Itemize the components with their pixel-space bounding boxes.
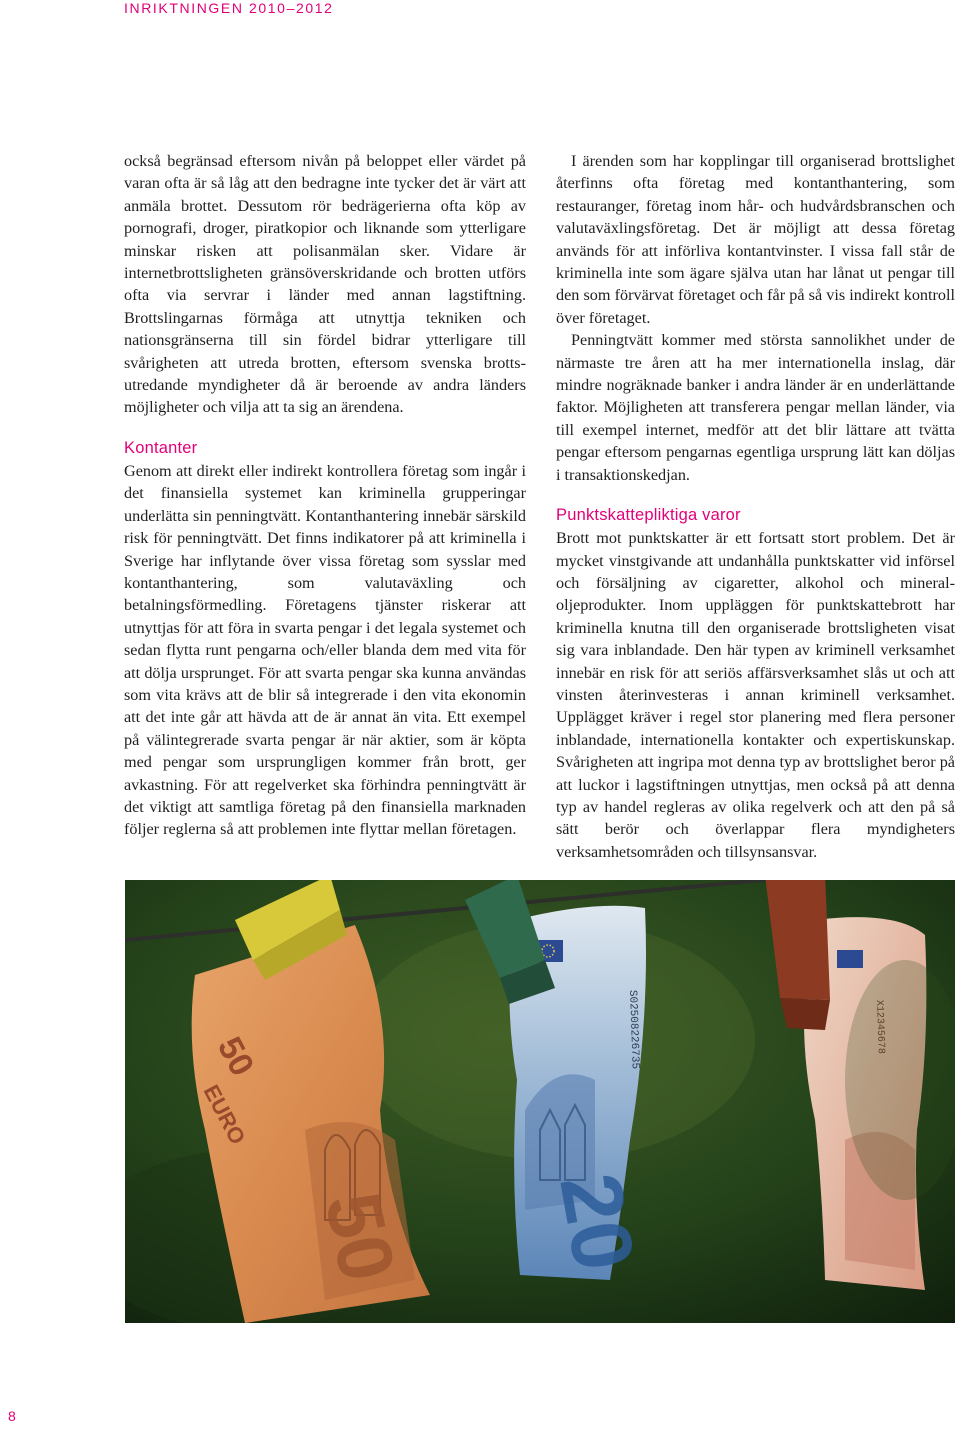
body-paragraph: Penningtvätt kommer med största sannolikhet under de närmaste tre åren att ha mer internationella inslag, där mindre nogräknade banker i andra länder är en underlättande faktor. Möjligheten att transferera pengar mellan länder, via till exempel internet, medför att det blir lättare att tvätta pengar eftersom pengarnas egentliga ursprung lätt kan döljas i transaktionskedjan. (556, 331, 955, 484)
body-paragraph: I ärenden som har kopplingar till organiserad brottslighet återfinns ofta företag med kontanthantering, som restauranger, företag inom hår- och hudvårdsbranschen och valutaväxlingsföretag. Det är möjligt att dessa företag används för att införliva kontantvinster. I vissa fall står de kriminella inte som ägare själva utan har lånat ut pengar till den som förvärvat företaget och får på så vis indirekt kontroll över företaget. (556, 152, 955, 327)
body-paragraph: Genom att direkt eller indirekt kontrollera företag som ingår i det finansiella systemet kan kriminella grupperingar underlätta sin penningtvätt. Kontanthantering innebär särskild risk för penningtvätt. Det finns indikatorer på att kriminella i Sverige har inflytande över vissa företag som sysslar med kontanthantering, som valutaväxling och betalningsförmedling. Företagens tjänster riskerar att utnyttjas för att föra in svarta pengar i det legala systemet och sedan flytta runt pengarna och/eller blanda dem med vita för att dölja ursprunget. För att svarta pengar ska kunna användas som vita krävs att de blir så integrerade i den vita ekonomin att det inte går att hävda att de är annat än vita. Ett exempel på välintegrerade svarta pengar är när aktier, som är köpta med pengar som ursprungligen kommer från brott, ger avkastning. För att regelverket ska förhindra penningtvätt är det viktigt att samtliga företag på den finansiella marknaden följer reglerna så att problemen inte flyttar mellan företagen. (124, 461, 526, 839)
left-column (124, 150, 526, 841)
section-heading-punktskattepliktiga-varor: Punktskattepliktiga varor (556, 506, 741, 525)
banknote-20-large-value: 20 (541, 1166, 653, 1278)
banknote-50-euro-word: EURO (198, 1080, 251, 1149)
banknote-right-serial: X12345678 (873, 999, 886, 1055)
body-paragraph: Brott mot punktskatter är ett fortsatt stort problem. Det är mycket vinstgivande att undanhålla punktskatter vid införsel och försäljning av cigaretter, alkohol och mineraloljeprodukter. Inom uppläggen för punktskattebrott har kriminella knutna till den organiserade brottsligheten visat sig vara inblandade. Den här typen av kriminell verksamhet innebär en risk för att seriös affärsverksamhet slås ut och att vinsten återinvesteras i annan kriminell verksamhet. Upplägget kräver i regel stor planering med flera personer inblandade, internationella kontakter och expertiskunskap. Svårigheten att ingripa mot denna typ av brottslighet beror på att luckor i lagstiftningen utnyttjas, men också på att denna typ av handel regleras av olika regelverk och att den på så sätt berör och överlappar flera myndigheters verksamhetsområden och tillsynsansvar. (556, 529, 955, 861)
section-heading-kontanter: Kontanter (124, 438, 198, 457)
right-column (556, 150, 955, 863)
body-paragraph: också begränsad eftersom nivån på beloppet eller värdet på varan ofta är så låg att den bedragne inte tycker det är värt att anmäla brottet. Dessutom rör bedrägerierna ofta köp av pornografi, droger, piratkopior och liknande som ytterligare minskar risken att polisanmälan sker. Vidare är internetbrottsligheten gränsöverskridande och brotten utförs ofta via servrar i länder med annan lagstiftning. Brottslingarnas förmåga att utnyttja tekniken och nationsgränserna till sin fördel bidrar ytterligare till svårigheten att utreda brotten, eftersom svenska brottsutredande myndigheter då är beroende av andra länders möjligheter och vilja att ta sig an ärendena. (124, 152, 526, 417)
banknote-50-value: 50 (209, 1030, 262, 1083)
photo-banknotes-on-clothesline (125, 880, 955, 1323)
banknote-20-serial: S02508226735 (626, 989, 641, 1070)
page-number: 8 (8, 1408, 16, 1424)
running-head: INRIKTNINGEN 2010–2012 (124, 0, 334, 16)
banknote-50-large-value: 50 (308, 1185, 413, 1289)
